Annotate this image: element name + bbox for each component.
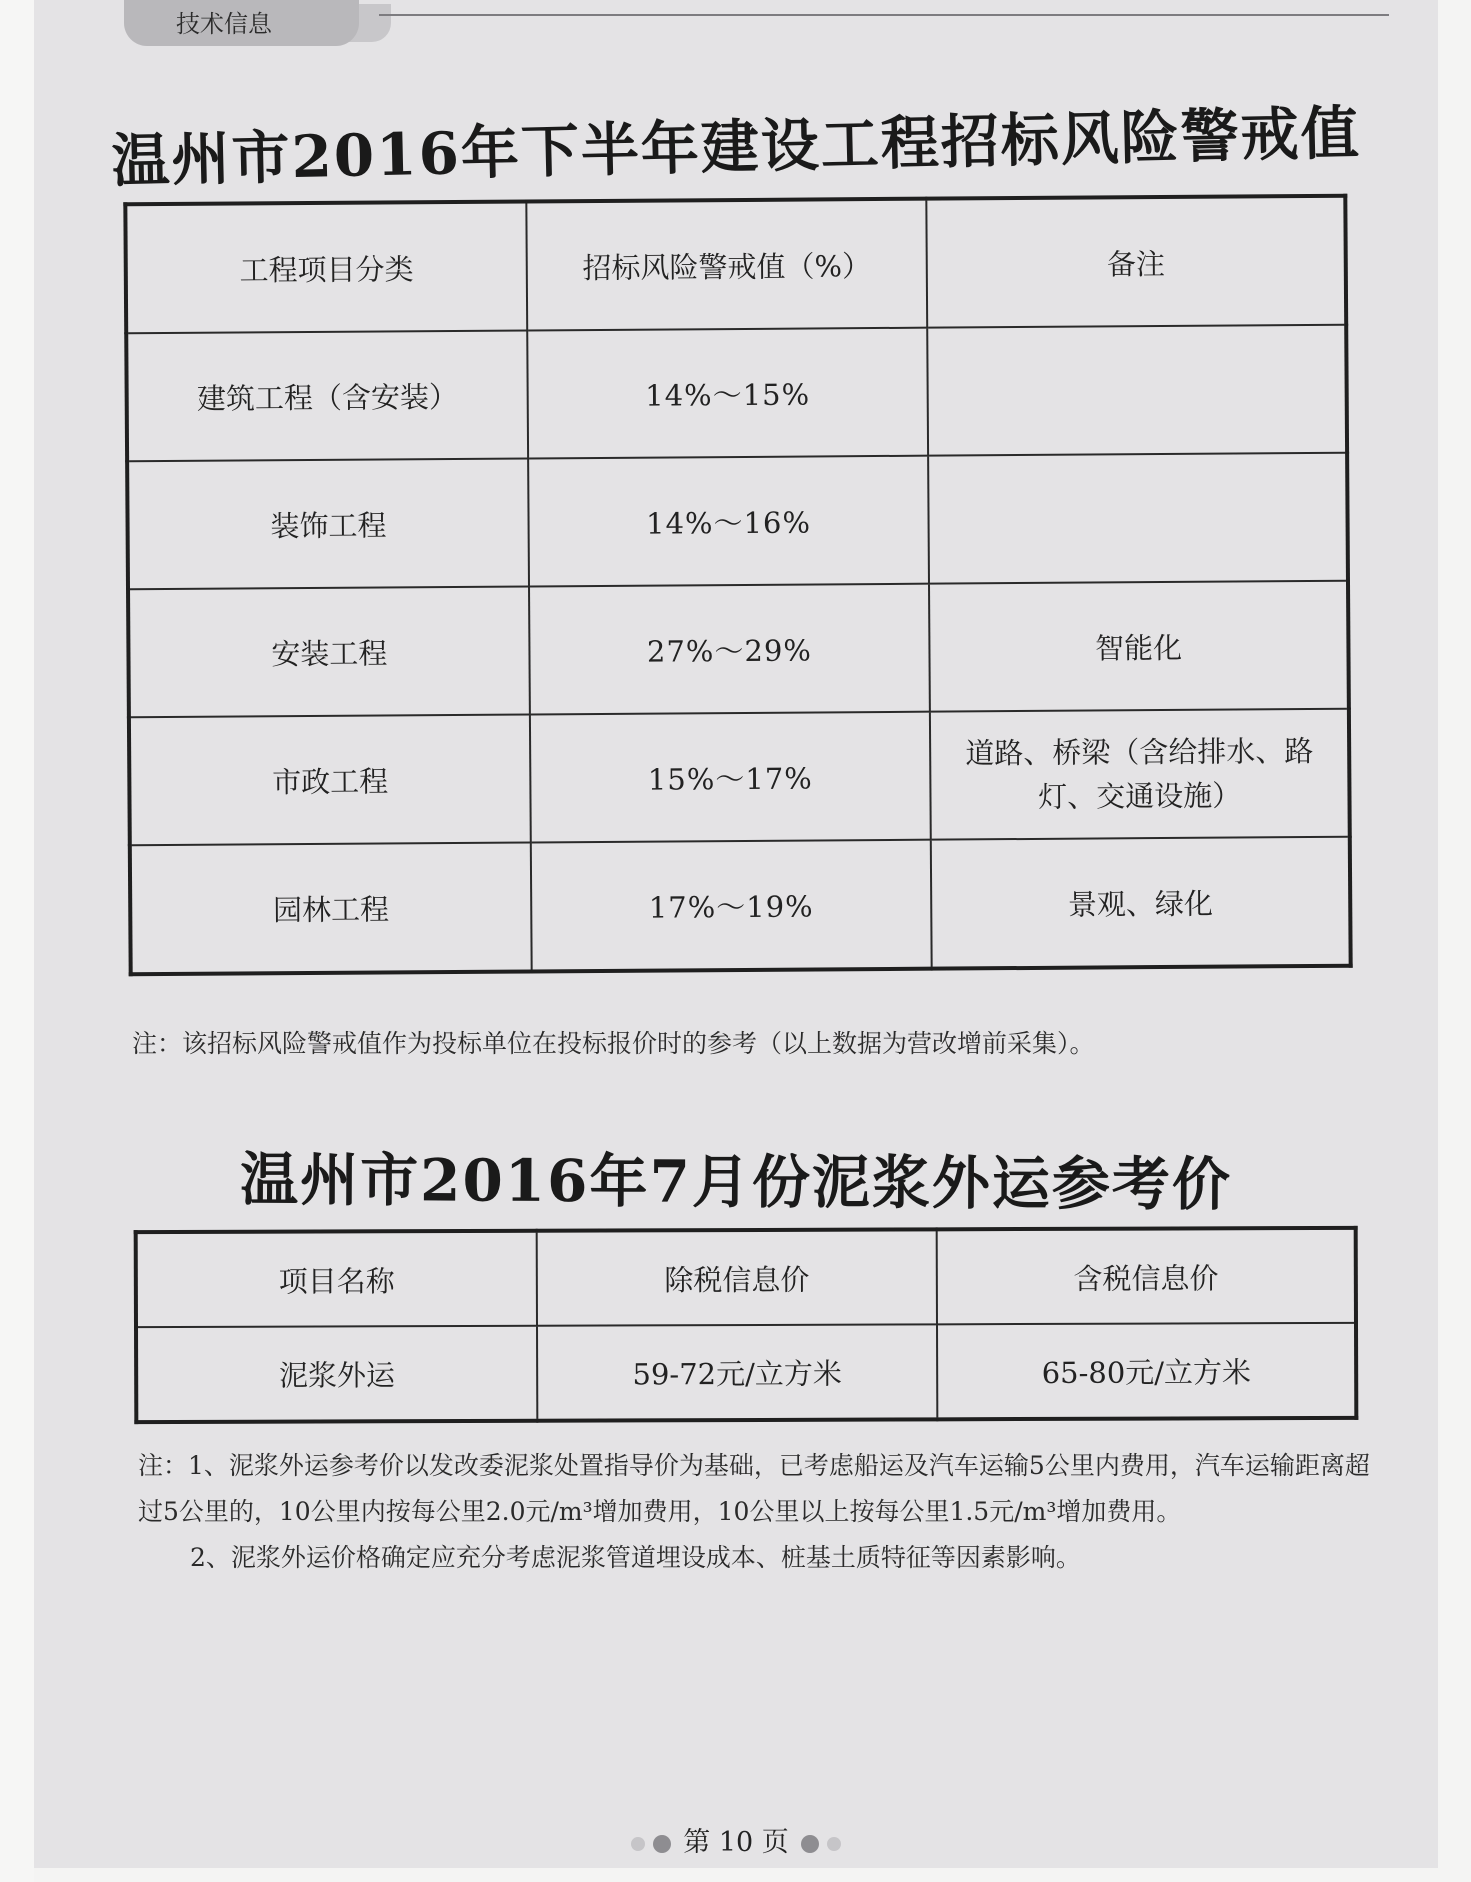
table-row <box>126 325 1347 462</box>
cell-category: 园林工程 <box>130 842 532 974</box>
header-remark: 备注 <box>927 196 1347 328</box>
cell-threshold: 27%～29% <box>529 584 931 715</box>
header-price-inc-tax: 含税信息价 <box>937 1228 1356 1324</box>
table-row <box>128 581 1349 718</box>
footer-dot-icon <box>827 1837 841 1851</box>
table1-note: 注：该招标风险警戒值作为投标单位在投标报价时的参考（以上数据为营改增前采集）。 <box>132 1029 1095 1058</box>
footer-dot-icon <box>653 1835 671 1853</box>
mud-transport-price-table <box>134 1226 1359 1424</box>
cell-threshold: 14%～16% <box>528 456 930 587</box>
footer-dot-icon <box>801 1835 819 1853</box>
cell-remark <box>928 325 1348 456</box>
cell-threshold: 15%～17% <box>530 712 932 843</box>
table1-title: 温州市2016年下半年建设工程招标风险警戒值 <box>110 98 1362 196</box>
header-category: 工程项目分类 <box>125 201 527 333</box>
cell-remark: 智能化 <box>929 581 1349 712</box>
table2-notes <box>138 1443 1373 1581</box>
table-row <box>130 837 1351 975</box>
cell-item-name: 泥浆外运 <box>136 1326 537 1422</box>
header-price-ex-tax: 除税信息价 <box>536 1229 937 1325</box>
cell-remark: 景观、绿化 <box>931 837 1351 969</box>
cell-category: 建筑工程（含安装） <box>126 330 527 461</box>
table-row <box>127 453 1348 590</box>
section-tag-label: 技术信息 <box>176 10 272 38</box>
cell-category: 市政工程 <box>129 714 530 845</box>
table-row <box>136 1323 1356 1422</box>
cell-threshold: 14%～15% <box>527 328 929 459</box>
table-header-row <box>125 196 1346 334</box>
table2-title: 温州市2016年7月份泥浆外运参考价 <box>239 1145 1233 1219</box>
header-threshold: 招标风险警戒值（%） <box>526 199 928 331</box>
header-item-name: 项目名称 <box>136 1231 537 1327</box>
page-edge <box>0 0 34 1882</box>
table-header-row <box>136 1228 1356 1327</box>
table2-note-2: 2、泥浆外运价格确定应充分考虑泥浆管道埋设成本、桩基土质特征等因素影响。 <box>190 1543 1081 1572</box>
cell-price-ex-tax: 59-72元/立方米 <box>537 1324 938 1420</box>
header-rule <box>379 14 1389 16</box>
section-tag <box>124 0 359 46</box>
table2-note-1: 注：1、泥浆外运参考价以发改委泥浆处置指导价为基础，已考虑船运及汽车运输5公里内费用，汽车运输距离超过5公里的，10公里内按每公里2.0元/m³增加费用，10公里以上按每公里1.5元/m³增加费用。 <box>138 1451 1370 1526</box>
footer-dot-icon <box>631 1837 645 1851</box>
cell-remark: 道路、桥梁（含给排水、路灯、交通设施） <box>930 709 1350 840</box>
page-footer <box>34 1820 1438 1859</box>
risk-threshold-table <box>123 194 1352 977</box>
cell-category: 安装工程 <box>128 586 529 717</box>
cell-category: 装饰工程 <box>127 458 528 589</box>
cell-threshold: 17%～19% <box>530 840 932 972</box>
page-number: 第 10 页 <box>683 1827 789 1858</box>
table-row <box>129 709 1350 846</box>
document-page <box>34 0 1438 1868</box>
cell-price-inc-tax: 65-80元/立方米 <box>937 1323 1356 1419</box>
cell-remark <box>928 453 1348 584</box>
